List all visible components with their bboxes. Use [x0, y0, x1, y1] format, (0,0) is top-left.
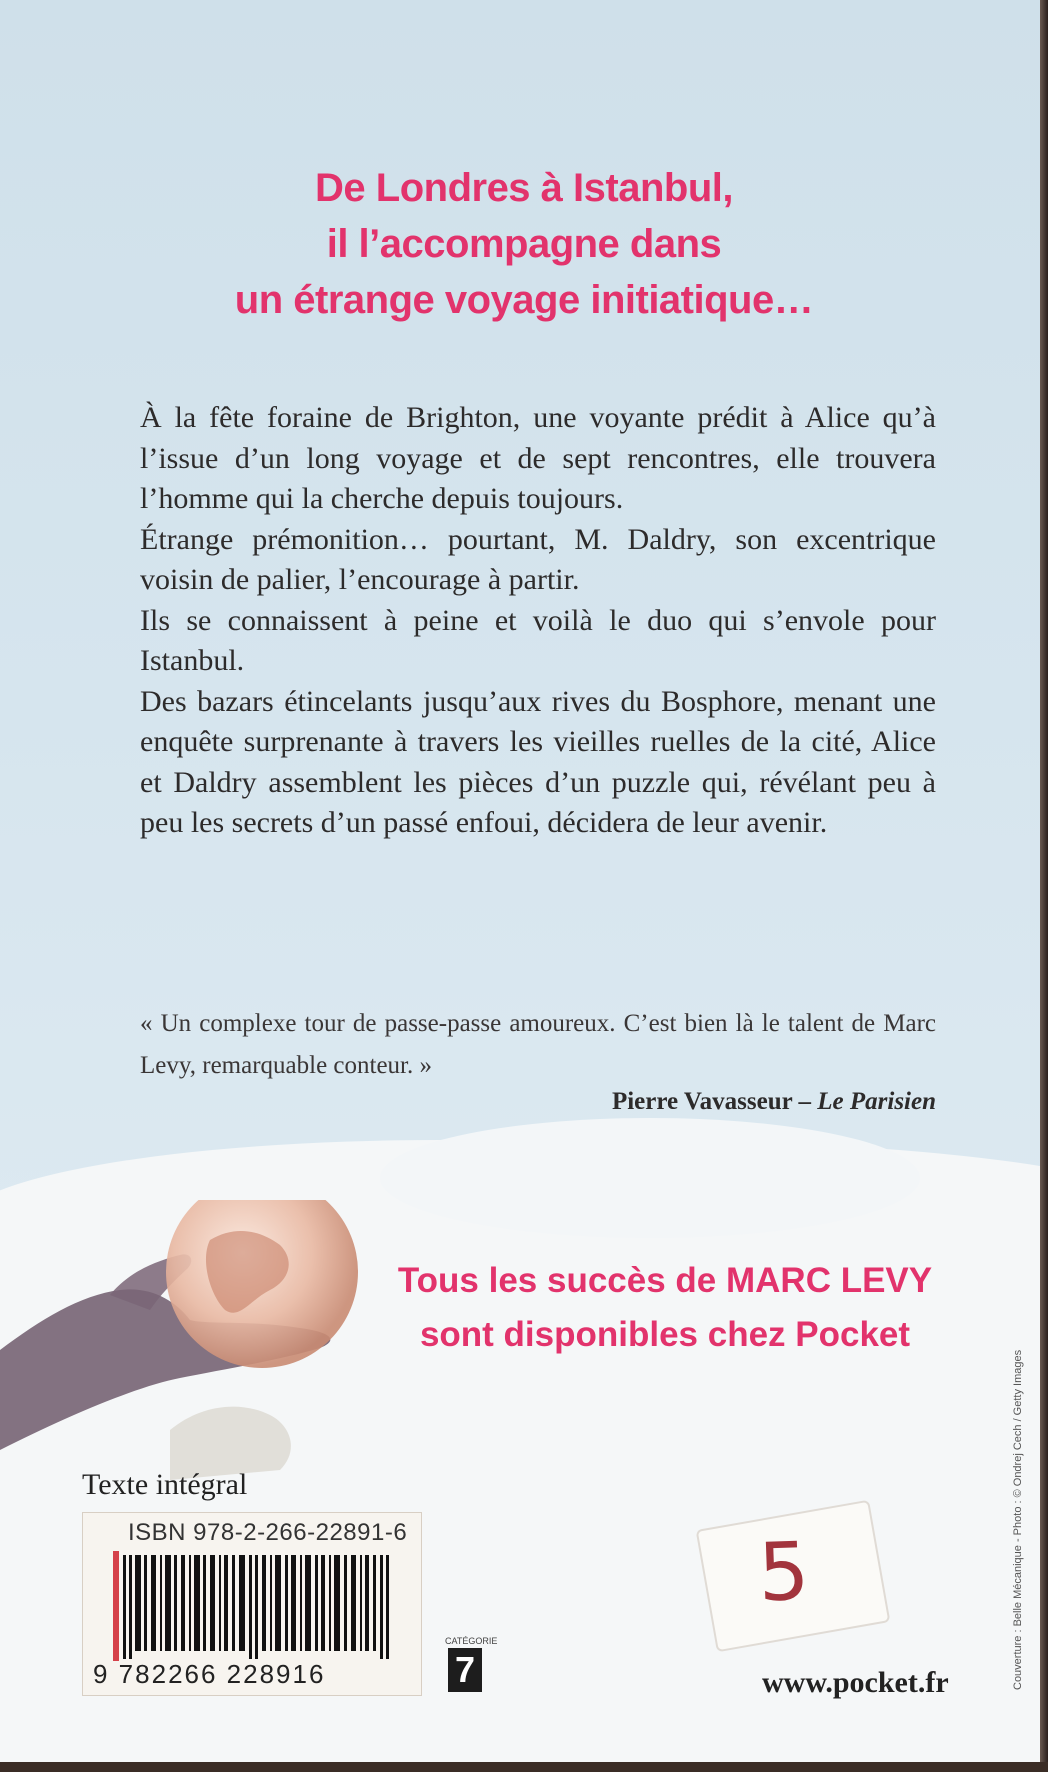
- hand-holding-globe-illustration: [0, 1200, 380, 1480]
- handwritten-mark: 5: [756, 1524, 811, 1620]
- category-number: 7: [448, 1648, 482, 1692]
- synopsis-paragraph-2: Étrange prémonition… pourtant, M. Daldry, son excentrique voisin de palier, l’encourage à partir.: [140, 522, 936, 596]
- price-category: [445, 1636, 498, 1692]
- promo-line-2: sont disponibles chez Pocket: [419, 1315, 911, 1354]
- promo-text: [380, 1254, 950, 1362]
- cover-credit: Couverture : Belle Mécanique - Photo : © Ondrej Cech / Getty Images: [1012, 1349, 1024, 1690]
- barcode-image: [123, 1555, 403, 1659]
- headline-line-2: il l’accompagne dans: [326, 222, 722, 266]
- barcode-label: [82, 1512, 422, 1696]
- quote-source: Le Parisien: [817, 1088, 936, 1115]
- book-edge-bottom: [0, 1762, 1048, 1772]
- headline-line-3: un étrange voyage initiatique…: [234, 278, 814, 322]
- full-text-mention: Texte intégral: [82, 1468, 248, 1501]
- publisher-website: www.pocket.fr: [762, 1666, 949, 1699]
- promo-line-1: Tous les succès de MARC LEVY: [397, 1261, 933, 1300]
- synopsis-paragraph-4: Des bazars étincelants jusqu’aux rives du Bosphore, menant une enquête surprenante à travers les vieilles ruelles de la cité, Alice et Daldry assemblent les pièces d’un puzzle qui, révélant peu à peu les secrets d’un passé enfoui, décidera de leur avenir.: [140, 684, 936, 839]
- book-edge-right: [1040, 0, 1048, 1772]
- quote-attribution: [140, 1084, 936, 1120]
- headline: [0, 160, 1040, 328]
- red-bracket-mark: [113, 1551, 119, 1661]
- category-label: CATÉGORIE: [445, 1636, 498, 1646]
- headline-line-1: De Londres à Istanbul,: [315, 166, 733, 210]
- quote-author: Pierre Vavasseur –: [611, 1088, 818, 1115]
- isbn-number: ISBN 978-2-266-22891-6: [128, 1519, 408, 1546]
- cloud-background-top: [380, 1118, 920, 1238]
- press-quote: « Un complexe tour de passe-passe amoureux. C’est bien là le talent de Marc Levy, remarquable conteur. »: [140, 1010, 936, 1079]
- synopsis-paragraph-3: Ils se connaissent à peine et voilà le duo qui s’envole pour Istanbul.: [140, 603, 936, 677]
- synopsis-paragraph-1: À la fête foraine de Brighton, une voyante prédit à Alice qu’à l’issue d’un long voyage et de sept rencontres, elle trouvera l’homme qui la cherche depuis toujours.: [140, 401, 936, 515]
- barcode-digits: 9 782266 228916: [93, 1659, 326, 1689]
- synopsis: [140, 398, 936, 844]
